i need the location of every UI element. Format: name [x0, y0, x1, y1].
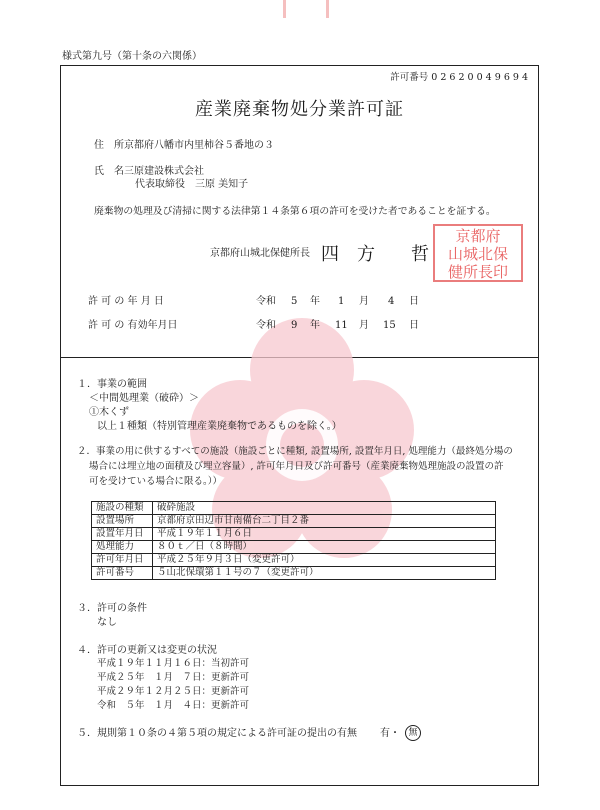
table-row	[92, 502, 496, 515]
address-label: 住 所	[94, 140, 124, 151]
table-key: 設置年月日	[92, 528, 153, 541]
section4-entry: 平成２５年 １月 ７日：更新許可	[97, 672, 250, 683]
section4-entry: 平成１９年１１月１６日：当初許可	[97, 658, 250, 669]
page-title: 産業廃棄物処分業許可証	[195, 99, 404, 120]
permit-date-month-unit: 月	[359, 296, 369, 307]
permit-date-day-unit: 日	[409, 296, 419, 307]
permit-date-label: 許 可 の 年 月 日	[88, 296, 164, 307]
section3-value: なし	[97, 617, 117, 628]
table-key: 許可年月日	[92, 554, 153, 567]
table-key: 設置場所	[92, 515, 153, 528]
table-row	[92, 541, 496, 554]
section5-yes: 有・	[380, 728, 400, 739]
table-value: 平成２５年９月３日（変更許可）	[153, 554, 496, 567]
section5-no-circled: 無	[405, 725, 421, 741]
table-value: 破砕施設	[153, 502, 496, 515]
section1-note: 以上１種類（特別管理産業廃棄物であるものを除く。）	[97, 421, 342, 432]
issuer-name: 四 方 哲	[321, 244, 429, 265]
official-seal	[433, 224, 523, 282]
valid-date-month-unit: 月	[359, 320, 369, 331]
certification-text: 廃棄物の処理及び清掃に関する法律第１４条第６項の許可を受けた者であることを証する。	[94, 206, 496, 217]
table-key: 許可番号	[92, 567, 153, 580]
valid-date-day: 15	[383, 320, 396, 331]
section2-heading-line3: 可を受けている場合に限る。））	[89, 476, 223, 487]
valid-date-era: 令和	[256, 320, 276, 331]
section4-entry: 平成２９年１２月２５日：更新許可	[97, 686, 250, 697]
valid-date-day-unit: 日	[409, 320, 419, 331]
valid-date-label: 許 可 の 有効年月日	[88, 320, 178, 331]
valid-date-month: 11	[335, 320, 348, 331]
seal-line-1: 京都府	[455, 227, 501, 245]
company-name: 三原建設株式会社	[124, 166, 204, 177]
section3-heading: ３．許可の条件	[77, 603, 147, 614]
valid-date-year-unit: 年	[310, 320, 320, 331]
address-value: 京都府八幡市内里柿谷５番地の３	[124, 140, 274, 151]
table-value: ８０ｔ／日（８時間）	[153, 541, 496, 554]
section4-entry: 令和 ５年 １月 ４日：更新許可	[97, 700, 250, 711]
top-seal-mark	[283, 0, 329, 18]
table-row	[92, 528, 496, 541]
section4-heading: ４．許可の更新又は変更の状況	[77, 645, 217, 656]
section2-heading-line1: ２．事業の用に供するすべての施設（施設ごとに種類, 設置場所, 設置年月日, 処理能力（最終処分場の	[77, 446, 513, 457]
table-row	[92, 567, 496, 580]
name-label: 氏 名	[94, 166, 124, 177]
section2-heading-line2: 場合には埋立地の面積及び埋立容量）, 許可年月日及び許可番号（産業廃棄物処理施設の設置の許	[89, 461, 504, 472]
representative-name: 代表取締役 三原 美知子	[135, 179, 249, 190]
issuer-office: 京都府山城北保健所長	[210, 248, 310, 259]
form-number: 様式第九号（第十条の六関係）	[62, 51, 202, 62]
table-value: ５山北保環第１１号の７（変更許可）	[153, 567, 496, 580]
valid-date-year: 9	[291, 320, 298, 331]
permit-number: 許可番号 0 2 6 2 0 0 4 9 6 9 4	[390, 72, 528, 83]
table-value: 京都府京田辺市甘南備台二丁目２番	[153, 515, 496, 528]
section1-heading: １．事業の範囲	[77, 379, 147, 390]
table-key: 処理能力	[92, 541, 153, 554]
section1-sub: ＜中間処理業（破砕）＞	[89, 393, 199, 404]
permit-date-year: 5	[291, 296, 298, 307]
table-row	[92, 515, 496, 528]
table-row	[92, 554, 496, 567]
facility-table	[91, 501, 496, 580]
table-value: 平成１９年１１月６日	[153, 528, 496, 541]
section1-item: ①木くず	[89, 407, 129, 418]
permit-date-year-unit: 年	[310, 296, 320, 307]
table-key: 施設の種類	[92, 502, 153, 515]
permit-date-month: 1	[338, 296, 345, 307]
permit-date-era: 令和	[256, 296, 276, 307]
section5-text: ５．規則第１０条の４第５項の規定による許可証の提出の有無	[77, 728, 357, 739]
permit-date-day: 4	[388, 296, 395, 307]
seal-line-3: 健所長印	[447, 263, 508, 281]
seal-line-2: 山城北保	[447, 245, 508, 263]
